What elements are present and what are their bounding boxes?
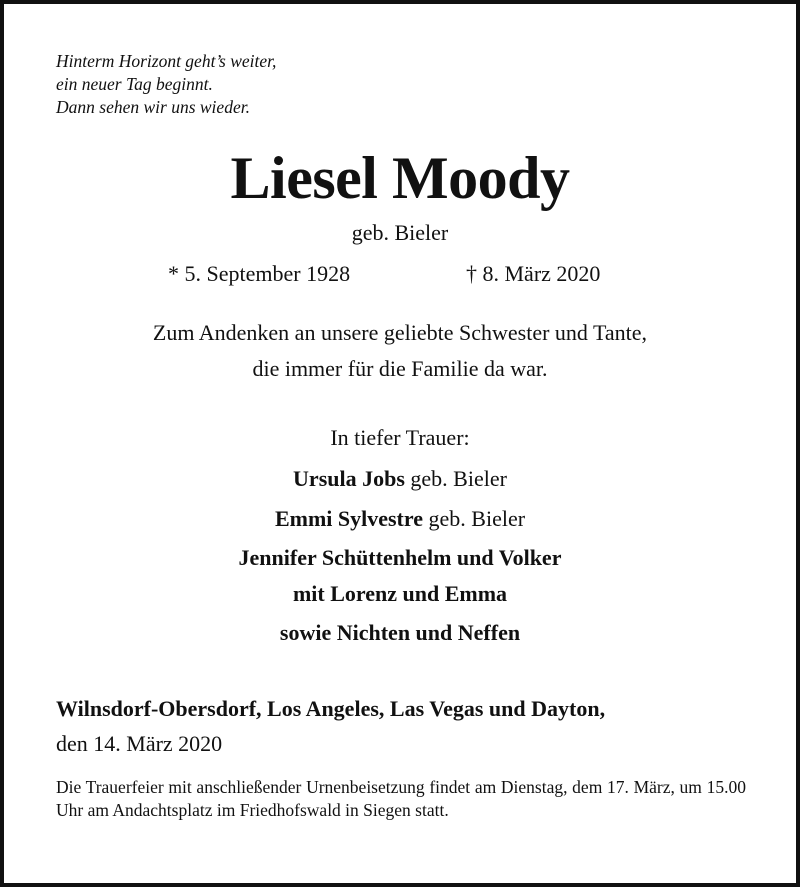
deceased-name: Liesel Moody — [230, 145, 570, 211]
poem-line: ein neuer Tag beginnt. — [56, 74, 213, 94]
mourner — [4, 466, 796, 492]
date-line: den 14. März 2020 — [56, 731, 223, 756]
location: Wilnsdorf-Obersdorf, Los Angeles, Las Vegas und Dayton, — [56, 696, 606, 721]
mourner-suffix: geb. Bieler — [423, 506, 526, 531]
mourning-intro: In tiefer Trauer: — [330, 425, 470, 450]
dedication-line: Zum Andenken an unsere geliebte Schwester und Tante, — [152, 320, 648, 345]
poem-line: Dann sehen wir uns wieder. — [56, 97, 250, 117]
death-date: † 8. März 2020 — [466, 261, 601, 286]
birth-name: geb. Bieler — [351, 220, 449, 245]
poem-line: Hinterm Horizont geht’s weiter, — [56, 51, 277, 71]
mourner — [4, 506, 796, 532]
mourner-name: Emmi Sylvestre — [274, 506, 424, 531]
ceremony-info: Die Trauerfeier mit anschließender Urnenbeisetzung findet am Dienstag, dem 17. März, um 15.00 Uhr am Andachtsplatz im Friedhofswald in Siegen statt. — [56, 777, 746, 820]
mourner-name: Ursula Jobs — [293, 466, 405, 491]
mourner: sowie Nichten und Neffen — [279, 620, 521, 645]
mourner: Jennifer Schüttenhelm und Volker — [238, 545, 562, 570]
mourner-suffix: geb. Bieler — [404, 466, 507, 491]
poem — [56, 50, 276, 119]
mourner: mit Lorenz und Emma — [292, 581, 508, 606]
birth-date: * 5. September 1928 — [168, 261, 351, 286]
dedication-line: die immer für die Familie da war. — [252, 356, 548, 381]
